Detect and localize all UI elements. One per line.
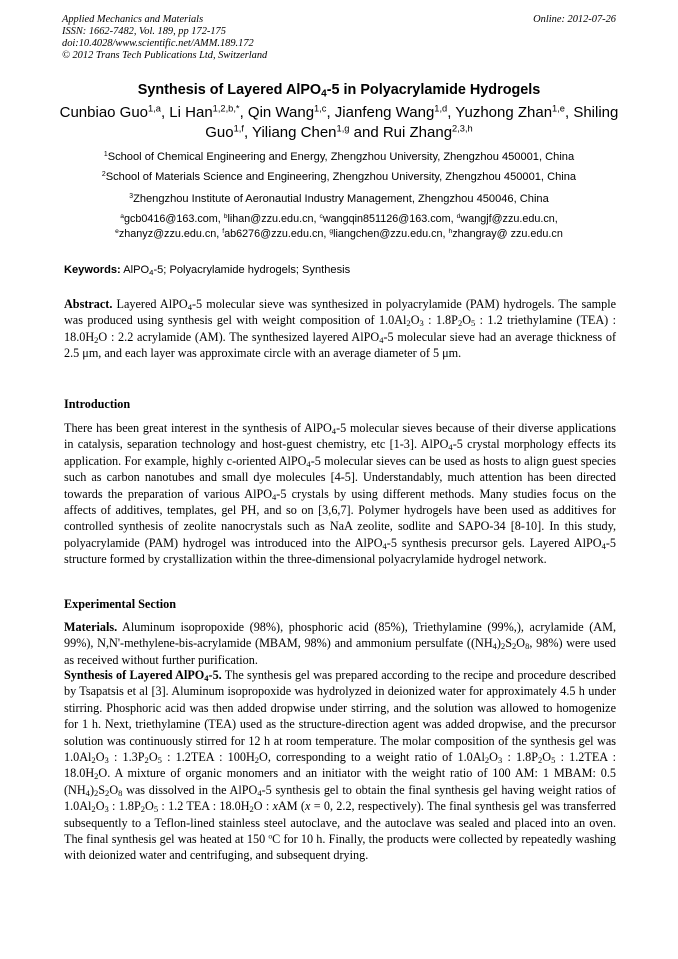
affiliation-2: $^2$School of Materials Science and Engineering, Zhengzhou University, Zhengzhou 450001, China — [101, 170, 577, 183]
synthesis-label: Synthesis of Layered AlPO$_4$-5. — [64, 668, 222, 684]
synthesis-paragraph — [64, 667, 616, 864]
journal-header — [62, 14, 616, 62]
abstract-label: Abstract. — [64, 297, 113, 311]
experimental-heading: Experimental Section — [64, 597, 177, 611]
abstract-paragraph — [64, 296, 616, 362]
doi-line: doi:10.4028/www.scientific.net/AMM.189.172 — [62, 38, 254, 49]
introduction-heading: Introduction — [64, 397, 131, 411]
paper-title: Synthesis of Layered AlPO$_4$-5 in Polyacrylamide Hydrogels — [137, 82, 541, 100]
online-date: Online: 2012-07-26 — [533, 14, 616, 25]
copyright-line: © 2012 Trans Tech Publications Ltd, Switzerland — [62, 50, 268, 61]
materials-paragraph — [64, 619, 616, 668]
abstract-text: Layered AlPO$_4$-5 molecular sieve was synthesized in polyacrylamide (PAM) hydrogels. The sample was produced using synthesis gel with weight composition of $1.0Al_2O_3$ : $1.8P_2O_5$ : 1.2 triethylamine (TEA) : $18.0H_2O$ : 2.2 acrylamide (AM). The synthesized layered AlPO$_4$-5 molecular sieve had an average thickness of 2.5 μm, and each layer was approximate circle with an average diameter of 5 μm. — [64, 297, 617, 361]
materials-text: Aluminum isopropoxide (98%), phosphoric acid (85%), Triethylamine (99%,), acrylamide (AM, 99%), N,N'-methylene-bis-acrylamide (MBAM, 98%) and ammonium persulfate ($(NH_4)_2S_2O_8$, 98%) were used as received without further purification. — [64, 620, 616, 667]
keywords-text: AlPO$_4$-5; Polyacrylamide hydrogels; Synthesis — [123, 264, 351, 277]
introduction-paragraph: There has been great interest in the synthesis of AlPO$_4$-5 molecular sieves because of their diverse applications in catalysis, separation technology and host-guest chemistry, etc [1-3]. AlPO$_4$-5 crystal morphology effects its application. For example, highly c-oriented AlPO$_4$-5 molecular sieves can be used as hosts to align guest species such as carbon nanotubes and small dye molecules [4-5]. Understandably, much attention has been directed towards the preparation of various AlPO$_4$-5 crystals by using different methods. Many studies focus on the affects of additives, templates, gel PH, and so on [3,6,7]. Polymer hydrogels have been used as additives for controlled synthesis of zeolite nanocrystals such as NaA zeolite, sodlite and SAPO-34 [8-10]. In this study, polyacrylamide (PAM) hydrogel was introduced into the AlPO$_4$-5 synthesis precursor gels. Layered AlPO$_4$-5 structure formed by crystallization within the three-dimensional polyacrylamide hydrogel network. — [64, 421, 616, 567]
affiliation-1: $^1$School of Chemical Engineering and Energy, Zhengzhou University, Zhengzhou 450001, China — [103, 150, 575, 163]
author-list: Cunbiao Guo$^{1,a}$, Li Han$^{1,2,b,*}$, Qin Wang$^{1,c}$, Jianfeng Wang$^{1,d}$, Yuzhong Zhan$^{1,e}$, Shiling Guo$^{1,f}$, Yiliang Chen$^{1,g}$ and Rui Zhang$^{2,3,h}$ — [59, 103, 619, 141]
author-emails: $^a$gcb0416@163.com, $^b$lihan@zzu.edu.cn, $^c$wangqin851126@163.com, $^d$wangjf@zzu.edu.cn, $^e$zhanyz@zzu.edu.cn, $^f$ab6276@zzu.edu.cn, $^g$liangchen@zzu.edu.cn, $^h$zhangray@ zzu.edu.cn — [115, 212, 563, 240]
synthesis-text: The synthesis gel was prepared according to the recipe and procedure described by Tsapatsis et al [3]. Aluminum isopropoxide was hydrolyzed in deionized water for approximately 4.5 h under stirring. Phosphoric acid was then added dropwise under stirring, and the solution was allowed to homogenize for 1 h. Next, triethylamine (TEA) used as the structure-direction agent was added dropwise, and the precursor solution was continuously stirred for 12 h at room temperature. The molar composition of the synthesis gel was $1.0Al_2O_3$ : $1.3P_2O_5$ : 1.2TEA : $100H_2O$, corresponding to a weight ratio of $1.0Al_2O_3$ : $1.8P_2O_5$ : 1.2TEA : $18.0H_2O$. A mixture of organic monomers and an initiator with the weight ratio of 100 AM: 1 MBAM: 0.5 $(NH_4)_2S_2O_8$ was dissolved in the AlPO$_4$-5 synthesis gel to obtain the final synthesis gel having weight ratios of $1.0Al_2O_3$ : $1.8P_2O_5$ : 1.2 TEA : $18.0H_2O$ : xAM (x = 0, 2.2, respectively). The final synthesis gel was transferred subsequently to a Teflon-lined stainless steel autoclave, and the autoclave was sealed and placed into an oven. The final synthesis gel was heated at 150 $^o$C for 10 h. Finally, the products were collected by repeatedly washing with deionized water and centrifuging, and subsequent drying. — [64, 668, 617, 863]
affiliation-3: $^3$Zhengzhou Institute of Aeronautial Industry Management, Zhengzhou 450046, China — [129, 192, 549, 205]
issn-line: ISSN: 1662-7482, Vol. 189, pp 172-175 — [62, 26, 226, 37]
keywords-label: Keywords: — [64, 264, 121, 276]
materials-label: Materials. — [64, 620, 118, 634]
keywords-line — [64, 264, 350, 276]
journal-name: Applied Mechanics and Materials — [62, 14, 204, 25]
